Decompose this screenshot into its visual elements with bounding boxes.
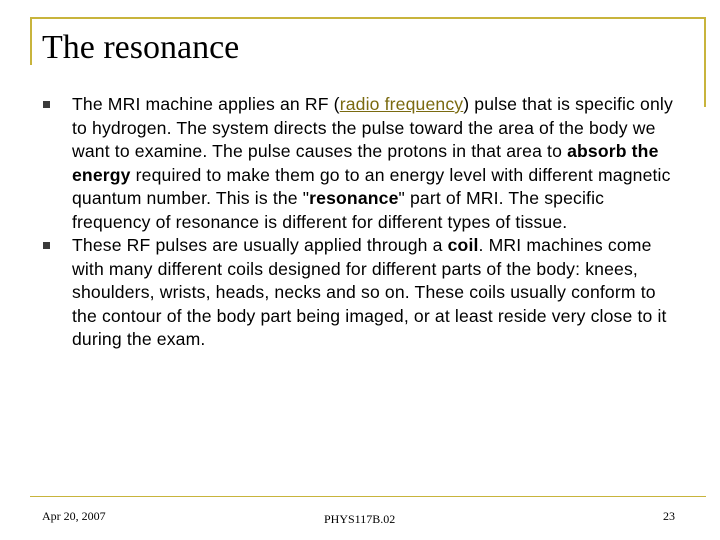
square-bullet-icon — [43, 101, 50, 108]
bullet-item-coils — [40, 234, 680, 352]
bold-phrase: coil — [447, 235, 479, 255]
bullet-text: The MRI machine applies an RF ( — [72, 94, 340, 114]
bullet-text: ) pulse that is specific only to hydrogen. The system directs the pulse toward the area of the body we want to examine. The pulse causes the protons in that area to — [72, 94, 673, 161]
title-frame-top-rule — [30, 17, 706, 19]
bullet-text: These RF pulses are usually applied through a — [72, 235, 448, 255]
bullet-list — [40, 93, 680, 352]
slide-number: 23 — [663, 509, 675, 523]
square-bullet-icon — [43, 242, 50, 249]
bold-phrase: absorb the energy — [72, 141, 659, 185]
footer-date: Apr 20, 2007 — [42, 509, 106, 523]
bullet-item-rf-pulse — [40, 93, 680, 234]
bold-phrase: resonance — [309, 188, 399, 208]
bullet-text: " part of MRI. The specific frequency of resonance is different for different types of tissue. — [72, 188, 605, 232]
bullet-text: . MRI machines come with many different coils designed for different parts of the body: knees, shoulders, wrists, heads, necks and so on. These coils usually conform to the contour of the body part being imaged, or at least reside very close to it during the exam. — [72, 235, 667, 349]
footer-rule — [30, 496, 706, 497]
slide-title: The resonance — [42, 29, 240, 66]
footer-course-code: PHYS117B.02 — [324, 512, 396, 526]
radio-frequency-link[interactable]: radio frequency — [339, 94, 464, 114]
title-frame-right-rule — [704, 17, 706, 107]
bullet-text: required to make them go to an energy level with different magnetic quantum number. This is the " — [72, 164, 671, 208]
title-frame-left-rule — [30, 17, 32, 65]
